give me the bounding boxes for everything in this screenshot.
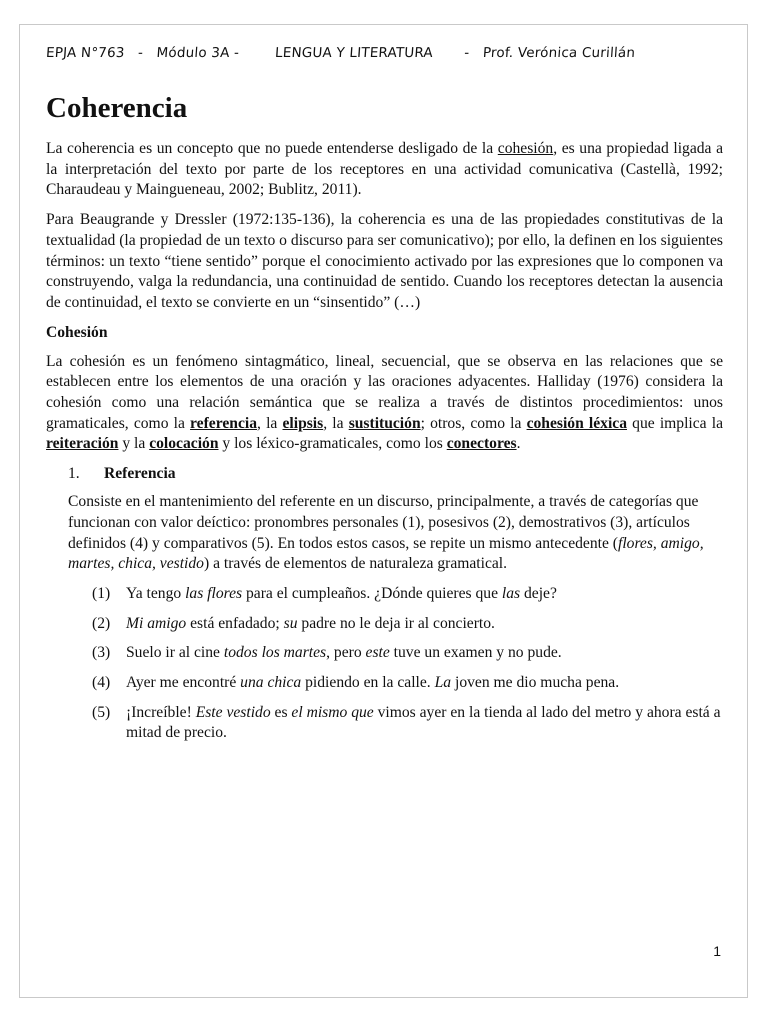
example-5 — [92, 703, 723, 744]
term-colocacion: colocación — [149, 435, 219, 453]
term-sustitucion: sustitución — [348, 414, 421, 432]
text-run: Ya tengo — [126, 584, 186, 602]
text-run: deje? — [520, 584, 557, 602]
example-1 — [92, 584, 723, 605]
text-run: y los léxico-gramaticales, como los — [218, 435, 447, 453]
text-run: pidiendo en la calle. — [301, 674, 435, 692]
page-header: EPJA N°763 - Módulo 3A - LENGUA Y LITERATURA - Prof. Verónica Curillán — [45, 45, 636, 61]
text-run: , pero — [326, 644, 366, 662]
text-run-italic: La — [434, 674, 452, 692]
example-number: (2) — [92, 614, 111, 632]
example-number: (4) — [92, 674, 111, 692]
text-run: ; otros, como la — [420, 414, 527, 432]
text-run: , la — [257, 414, 283, 432]
example-3 — [92, 643, 723, 664]
text-run: La cohesión es un fenómeno sintagmático, lineal, secuencial, que se observa en las relaciones que se establecen entre los elementos de una oración y las oraciones adyacentes. Halliday (1976) considera la cohesión como una relación semántica que se realiza a través de distintos procedimientos: unos gramaticales, como la — [46, 352, 723, 432]
page-title: Coherencia — [46, 92, 188, 124]
text-run: , la — [323, 414, 349, 432]
text-run: ¡Increíble! — [126, 703, 196, 721]
document-page — [19, 24, 748, 998]
text-run-italic: las flores — [185, 584, 243, 602]
term-reiteracion: reiteración — [46, 435, 119, 453]
text-run-italic: Mi amigo — [126, 614, 187, 632]
text-run-italic: todos los martes — [223, 644, 327, 662]
coherencia-paragraph-2: Para Beaugrande y Dressler (1972:135-136), la coherencia es una de las propiedades constitutivas de la textualidad (la propiedad de un texto o discurso para ser comunicativo); por ello, la definen en los siguientes términos: un texto “tiene sentido” porque el conocimiento activado por las expresiones que lo componen va construyendo, valga la redundancia, una continuidad de sentido. Cuando los receptores detectan la ausencia de continuidad, el texto se convierte en un “sinsentido” (…) — [46, 211, 723, 311]
example-4 — [92, 673, 723, 694]
example-2 — [92, 614, 723, 635]
text-run: Suelo ir al cine — [126, 644, 224, 662]
cohesion-heading: Cohesión — [46, 323, 108, 341]
text-run: está enfadado; — [186, 614, 284, 632]
text-run: ) a través de elementos de naturaleza gramatical. — [203, 555, 508, 573]
text-run-italic: este — [365, 644, 390, 662]
example-text — [126, 673, 723, 694]
coherencia-paragraph-1 — [46, 139, 723, 201]
text-run: Consiste en el mantenimiento del referente en un discurso, principalmente, a través de categorías que funcionan con valor deíctico: pronombres personales (1), posesivos (2), demostrativos (3), artículos definidos (4) y comparativos (5). En todos estos casos, se repite un mismo antecedente ( — [68, 493, 699, 552]
text-run-italic: una chica — [240, 674, 302, 692]
example-number: (3) — [92, 644, 111, 662]
term-referencia: referencia — [190, 414, 258, 432]
list-number: 1. — [68, 465, 80, 483]
example-text — [126, 703, 723, 744]
referencia-list-heading — [68, 464, 723, 484]
text-run-italic: Este vestido — [195, 703, 271, 721]
referencia-paragraph — [68, 492, 723, 575]
example-number: (5) — [92, 703, 111, 721]
text-run: vimos ayer en la tienda al lado del metro y ahora está a mitad de precio. — [126, 703, 721, 742]
text-run-italic: las — [501, 584, 521, 602]
page-number: 1 — [713, 943, 721, 959]
text-run: es — [270, 703, 292, 721]
example-text — [126, 643, 723, 664]
example-text — [126, 614, 723, 635]
referencia-heading: Referencia — [104, 465, 176, 483]
text-run: La coherencia es un concepto que no puede entenderse desligado de la — [46, 140, 498, 157]
term-cohesion-lexica: cohesión léxica — [526, 414, 627, 432]
text-run-italic: flores, amigo, martes, chica, vestido — [68, 534, 704, 573]
cohesion-link[interactable]: cohesión — [497, 140, 554, 157]
text-run: , es una propiedad ligada a la interpretación del texto por parte de los receptores en una actividad comunicativa (Castellà, 1992; Charaudeau y Maingueneau, 2002; Bublitz, 2011). — [46, 140, 723, 199]
text-run: para el cumpleaños. ¿Dónde quieres que — [242, 584, 502, 602]
text-run: y la — [118, 435, 150, 453]
document-body — [46, 91, 723, 753]
example-number: (1) — [92, 584, 111, 602]
text-run-italic: el mismo que — [291, 703, 374, 721]
text-run: padre no le deja ir al concierto. — [297, 614, 495, 632]
example-text — [126, 584, 723, 605]
term-elipsis: elipsis — [282, 414, 324, 432]
text-run: que implica la — [627, 414, 723, 432]
text-run: tuve un examen y no pude. — [389, 644, 562, 662]
cohesion-paragraph — [46, 352, 723, 456]
text-run: joven me dio mucha pena. — [451, 674, 620, 692]
text-run: . — [516, 435, 521, 453]
text-run: Ayer me encontré — [126, 674, 241, 692]
term-conectores: conectores — [446, 435, 517, 453]
text-run-italic: su — [283, 614, 298, 632]
